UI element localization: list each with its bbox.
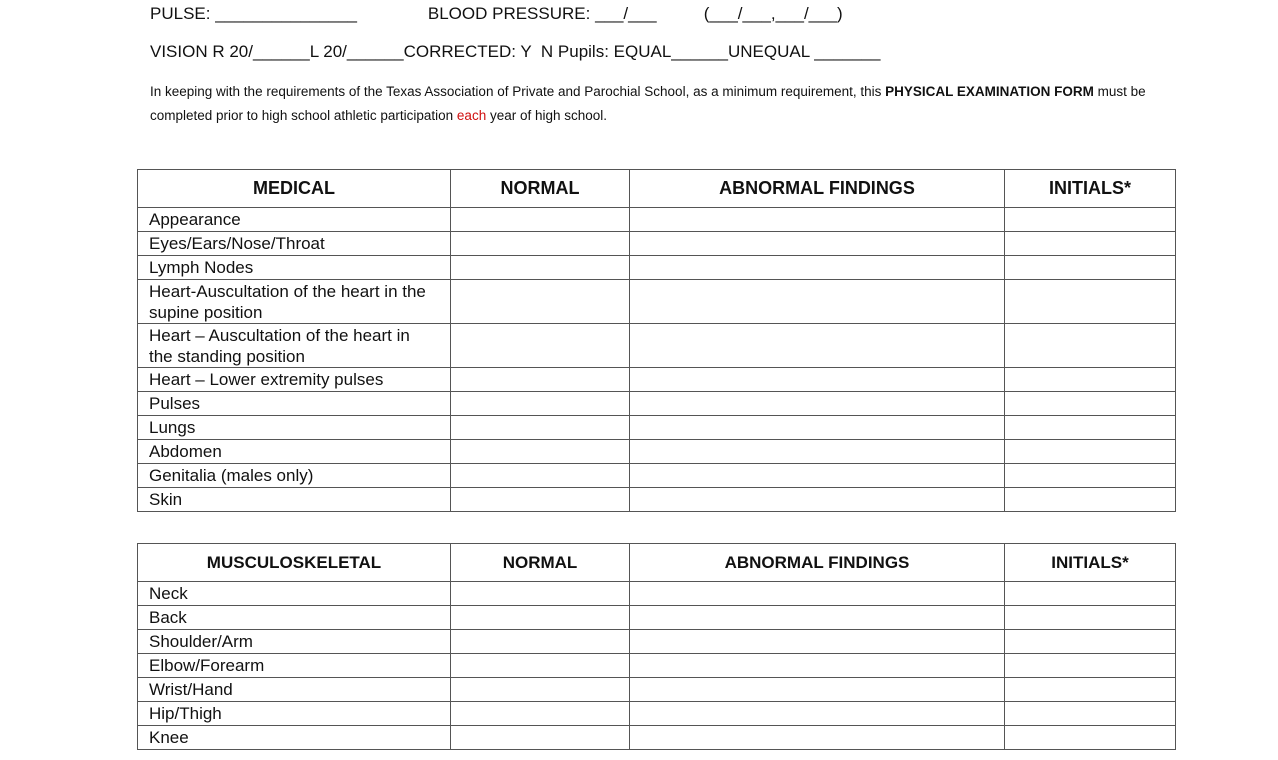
normal-cell[interactable] <box>451 232 630 256</box>
normal-cell[interactable] <box>451 606 630 630</box>
initials-cell[interactable] <box>1005 392 1176 416</box>
normal-cell[interactable] <box>451 208 630 232</box>
abnormal-findings-cell[interactable] <box>630 488 1005 512</box>
table-row <box>138 702 1176 726</box>
col-header-musculoskeletal: MUSCULOSKELETAL <box>138 544 451 582</box>
normal-cell[interactable] <box>451 368 630 392</box>
abnormal-findings-cell[interactable] <box>630 280 1005 324</box>
initials-cell[interactable] <box>1005 440 1176 464</box>
notice-text-3: year of high school. <box>486 108 608 123</box>
abnormal-findings-cell[interactable] <box>630 630 1005 654</box>
initials-cell[interactable] <box>1005 416 1176 440</box>
col-header-normal: NORMAL <box>451 170 630 208</box>
notice-each-emphasis: each <box>456 108 487 123</box>
table-row <box>138 416 1176 440</box>
abnormal-findings-cell[interactable] <box>630 606 1005 630</box>
table-row <box>138 232 1176 256</box>
abnormal-findings-cell[interactable] <box>630 678 1005 702</box>
col-header-initials: INITIALS* <box>1005 170 1176 208</box>
initials-cell[interactable] <box>1005 488 1176 512</box>
table-row <box>138 726 1176 750</box>
exam-item-label: Knee <box>138 726 451 750</box>
notice-form-name: PHYSICAL EXAMINATION FORM <box>885 84 1094 99</box>
table-row <box>138 654 1176 678</box>
abnormal-findings-cell[interactable] <box>630 726 1005 750</box>
initials-cell[interactable] <box>1005 630 1176 654</box>
abnormal-findings-cell[interactable] <box>630 392 1005 416</box>
normal-cell[interactable] <box>451 416 630 440</box>
col-header-medical: MEDICAL <box>138 170 451 208</box>
normal-cell[interactable] <box>451 654 630 678</box>
normal-cell[interactable] <box>451 464 630 488</box>
table-row <box>138 488 1176 512</box>
table-row <box>138 678 1176 702</box>
table-row <box>138 368 1176 392</box>
exam-item-label: Appearance <box>138 208 451 232</box>
exam-item-label: Heart – Auscultation of the heart in the standing position <box>138 324 451 368</box>
notice-text-2: must be completed prior to high school athletic participation <box>150 84 1146 123</box>
medical-rows <box>138 208 1176 512</box>
col-header-normal: NORMAL <box>451 544 630 582</box>
normal-cell[interactable] <box>451 726 630 750</box>
exam-item-label: Abdomen <box>138 440 451 464</box>
exam-item-label: Eyes/Ears/Nose/Throat <box>138 232 451 256</box>
abnormal-findings-cell[interactable] <box>630 256 1005 280</box>
musculoskeletal-table <box>137 543 1176 750</box>
initials-cell[interactable] <box>1005 678 1176 702</box>
exam-item-label: Back <box>138 606 451 630</box>
initials-cell[interactable] <box>1005 208 1176 232</box>
abnormal-findings-cell[interactable] <box>630 582 1005 606</box>
initials-cell[interactable] <box>1005 726 1176 750</box>
initials-cell[interactable] <box>1005 280 1176 324</box>
table-row <box>138 630 1176 654</box>
initials-cell[interactable] <box>1005 654 1176 678</box>
initials-cell[interactable] <box>1005 256 1176 280</box>
abnormal-findings-cell[interactable] <box>630 654 1005 678</box>
exam-item-label: Skin <box>138 488 451 512</box>
normal-cell[interactable] <box>451 324 630 368</box>
abnormal-findings-cell[interactable] <box>630 702 1005 726</box>
exam-item-label: Heart – Lower extremity pulses <box>138 368 451 392</box>
initials-cell[interactable] <box>1005 232 1176 256</box>
vitals-line-vision[interactable]: VISION R 20/______L 20/______CORRECTED: Y N Pupils: EQUAL______UNEQUAL _______ <box>150 42 881 61</box>
normal-cell[interactable] <box>451 582 630 606</box>
table-row <box>138 440 1176 464</box>
vitals-line-pulse-bp[interactable]: PULSE: _______________ BLOOD PRESSURE: ___/___ (___/___,___/___) <box>150 4 843 23</box>
initials-cell[interactable] <box>1005 582 1176 606</box>
musculoskeletal-header-row <box>138 544 1176 582</box>
col-header-initials: INITIALS* <box>1005 544 1176 582</box>
normal-cell[interactable] <box>451 256 630 280</box>
normal-cell[interactable] <box>451 280 630 324</box>
exam-item-label: Genitalia (males only) <box>138 464 451 488</box>
exam-item-label: Lymph Nodes <box>138 256 451 280</box>
normal-cell[interactable] <box>451 630 630 654</box>
requirements-notice <box>150 80 1150 128</box>
initials-cell[interactable] <box>1005 606 1176 630</box>
exam-item-label: Lungs <box>138 416 451 440</box>
exam-item-label: Neck <box>138 582 451 606</box>
medical-table <box>137 169 1176 512</box>
abnormal-findings-cell[interactable] <box>630 324 1005 368</box>
normal-cell[interactable] <box>451 678 630 702</box>
abnormal-findings-cell[interactable] <box>630 208 1005 232</box>
medical-header-row <box>138 170 1176 208</box>
normal-cell[interactable] <box>451 488 630 512</box>
exam-item-label: Shoulder/Arm <box>138 630 451 654</box>
abnormal-findings-cell[interactable] <box>630 232 1005 256</box>
notice-text-1: In keeping with the requirements of the Texas Association of Private and Parochial School, as a minimum requirement, this <box>150 84 886 99</box>
exam-item-label: Elbow/Forearm <box>138 654 451 678</box>
col-header-abnormal-findings: ABNORMAL FINDINGS <box>630 170 1005 208</box>
table-row <box>138 464 1176 488</box>
exam-item-label: Heart-Auscultation of the heart in the supine position <box>138 280 451 324</box>
initials-cell[interactable] <box>1005 368 1176 392</box>
table-row <box>138 392 1176 416</box>
table-row <box>138 606 1176 630</box>
col-header-abnormal-findings: ABNORMAL FINDINGS <box>630 544 1005 582</box>
exam-item-label: Wrist/Hand <box>138 678 451 702</box>
initials-cell[interactable] <box>1005 464 1176 488</box>
initials-cell[interactable] <box>1005 702 1176 726</box>
initials-cell[interactable] <box>1005 324 1176 368</box>
abnormal-findings-cell[interactable] <box>630 464 1005 488</box>
musculoskeletal-rows <box>138 582 1176 750</box>
abnormal-findings-cell[interactable] <box>630 440 1005 464</box>
table-row <box>138 280 1176 324</box>
table-row <box>138 582 1176 606</box>
table-row <box>138 324 1176 368</box>
normal-cell[interactable] <box>451 440 630 464</box>
abnormal-findings-cell[interactable] <box>630 368 1005 392</box>
table-row <box>138 256 1176 280</box>
normal-cell[interactable] <box>451 392 630 416</box>
exam-item-label: Pulses <box>138 392 451 416</box>
exam-item-label: Hip/Thigh <box>138 702 451 726</box>
table-row <box>138 208 1176 232</box>
abnormal-findings-cell[interactable] <box>630 416 1005 440</box>
normal-cell[interactable] <box>451 702 630 726</box>
